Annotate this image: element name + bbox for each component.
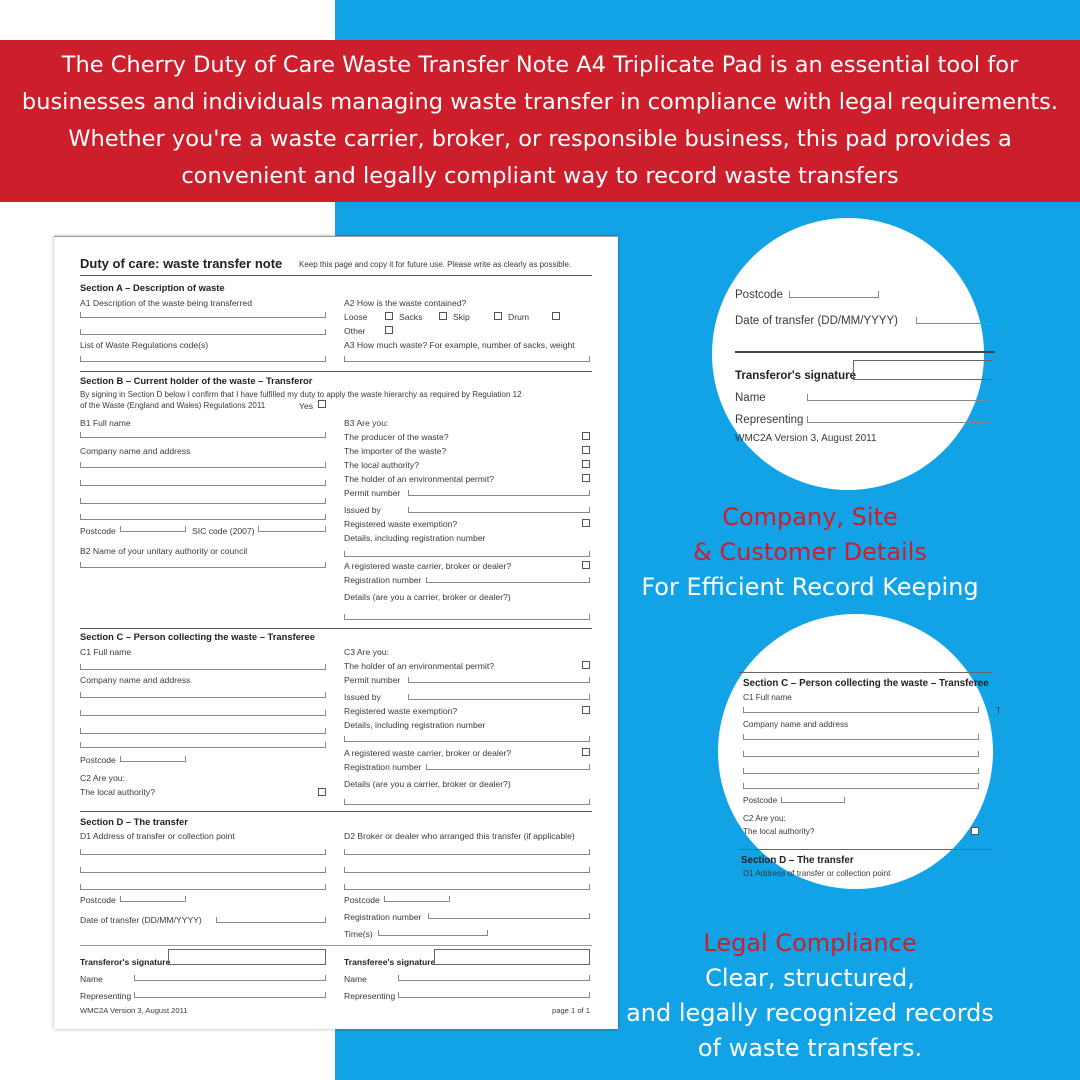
divider — [80, 275, 592, 276]
zoom-company-field-2 — [743, 751, 979, 757]
divider — [80, 628, 592, 629]
zoom-version: WMC2A Version 3, August 2011 — [735, 433, 877, 444]
a1-field[interactable] — [80, 312, 326, 318]
producer-checkbox[interactable] — [582, 432, 590, 440]
d-reg-number-label: Registration number — [344, 912, 422, 922]
c-details-carrier-label: Details (are you a carrier, broker or dealer?) — [344, 779, 511, 789]
zoom-representing-field — [807, 416, 987, 423]
d1-field-2[interactable] — [80, 867, 326, 873]
codes-field[interactable] — [80, 356, 326, 362]
producer-label: The producer of the waste? — [344, 432, 449, 442]
env-permit-label: The holder of an environmental permit? — [344, 474, 494, 484]
c-env-permit-checkbox[interactable] — [582, 661, 590, 669]
caption-2-line-4: of waste transfers. — [697, 1034, 923, 1062]
b3-label: B3 Are you: — [344, 418, 389, 428]
declaration-line-2: of the Waste (England and Wales) Regulations 2011 — [80, 401, 266, 410]
postcode-field[interactable] — [120, 526, 186, 532]
skip-checkbox[interactable] — [439, 312, 447, 320]
a1-label: A1 Description of the waste being transferred — [80, 298, 252, 308]
transferor-name-field[interactable] — [134, 975, 326, 981]
zoom-company-label: Company name and address — [743, 720, 849, 729]
reg-number-label: Registration number — [344, 575, 422, 585]
d-reg-number-field[interactable] — [428, 913, 590, 919]
carrier-checkbox[interactable] — [582, 561, 590, 569]
divider — [80, 811, 592, 812]
c-local-authority-label: The local authority? — [80, 787, 155, 797]
c-permit-number-label: Permit number — [344, 675, 401, 685]
date-field[interactable] — [216, 917, 326, 923]
a1-field-2[interactable] — [80, 329, 326, 335]
d-postcode-label: Postcode — [80, 895, 116, 905]
c-company-field[interactable] — [80, 692, 326, 698]
drum-label: Drum — [508, 312, 530, 322]
c-local-authority-checkbox[interactable] — [318, 788, 326, 796]
d2-field-2[interactable] — [344, 867, 590, 873]
page-number: page 1 of 1 — [552, 1006, 591, 1015]
b1-field[interactable] — [80, 432, 326, 438]
transferor-representing-field[interactable] — [134, 992, 326, 998]
time-field[interactable] — [378, 930, 488, 936]
d2-field-3[interactable] — [344, 884, 590, 890]
other-label: Other — [344, 326, 366, 336]
local-authority-label: The local authority? — [344, 460, 419, 470]
permit-number-label: Permit number — [344, 488, 401, 498]
issued-by-field[interactable] — [408, 507, 590, 513]
loose-checkbox[interactable] — [552, 312, 560, 320]
form-subtitle: Keep this page and copy it for future use. Please write as clearly as possible. — [299, 260, 572, 269]
waste-transfer-form — [54, 236, 618, 1029]
d1-label: D1 Address of transfer or collection point — [80, 831, 235, 841]
list-codes-label: List of Waste Regulations code(s) — [80, 340, 209, 350]
reg-number-field[interactable] — [426, 577, 590, 583]
company-field-3[interactable] — [80, 498, 326, 504]
transferee-signature-label: Transferee's signature — [344, 957, 436, 967]
form-title: Duty of care: waste transfer note — [80, 256, 283, 271]
zoom-name-field — [807, 394, 987, 401]
a2-label: A2 How is the waste contained? — [344, 298, 467, 308]
zoom-postcode-field — [789, 291, 879, 298]
c-permit-number-field[interactable] — [408, 677, 590, 683]
zoom-divider-2 — [738, 849, 993, 850]
zoom-postcode-label: Postcode — [735, 289, 783, 301]
zoom-c1-field — [743, 707, 979, 713]
banner-text: The Cherry Duty of Care Waste Transfer Note A4 Triplicate Pad is an essential tool for businesses and individuals managing waste transfer in compliance with legal requirements. Whether you're a waste carrier, broker, or responsible business, this pad provides a convenient and legally compliant way to record waste transfers — [21, 52, 1059, 189]
section-a-heading: Section A – Description of waste — [80, 282, 225, 293]
zoom-divider — [735, 351, 995, 353]
carrier-label: A registered waste carrier, broker or dealer? — [344, 561, 512, 571]
b1-label: B1 Full name — [80, 418, 131, 428]
zoom-circle-section-c — [718, 614, 1001, 889]
zoom-company-field-3 — [743, 768, 979, 774]
c-company-field-2[interactable] — [80, 710, 326, 716]
transferor-representing-label: Representing — [80, 991, 132, 1001]
c-postcode-label: Postcode — [80, 755, 116, 765]
c-company-label: Company name and address — [80, 675, 191, 685]
caption-2-line-2: Clear, structured, — [705, 964, 915, 992]
company-label: Company name and address — [80, 446, 191, 456]
zoom-company-field — [743, 734, 979, 740]
details-carrier-field[interactable] — [344, 614, 590, 620]
zoom-representing-label: Representing — [735, 414, 804, 426]
caption-company-details — [610, 500, 1010, 605]
zoom-local-authority-checkbox — [971, 827, 979, 835]
a3-field[interactable] — [344, 356, 590, 362]
b2-field[interactable] — [80, 562, 326, 568]
transferee-name-field[interactable] — [398, 975, 590, 981]
details-reg-field[interactable] — [344, 551, 590, 557]
details-reg-label: Details, including registration number — [344, 533, 486, 543]
d2-field[interactable] — [344, 849, 590, 855]
zoom-company-field-4 — [743, 783, 979, 789]
c-reg-number-label: Registration number — [344, 762, 422, 772]
importer-checkbox[interactable] — [582, 446, 590, 454]
c-company-field-3[interactable] — [80, 728, 326, 734]
caption-legal-compliance — [610, 926, 1010, 1066]
c-company-field-4[interactable] — [80, 742, 326, 748]
c-details-reg-field[interactable] — [344, 736, 590, 742]
d2-label: D2 Broker or dealer who arranged this transfer (if applicable) — [344, 831, 575, 841]
zoom-cutoff-text: T — [996, 706, 1001, 715]
declaration-line-1: By signing in Section D below I confirm that I have fulfilled my duty to apply the waste hierarchy as required by Regulation 12 — [80, 390, 522, 399]
b2-label: B2 Name of your unitary authority or council — [80, 546, 248, 556]
transferee-representing-label: Representing — [344, 991, 396, 1001]
time-label: Time(s) — [344, 929, 373, 939]
zoom-date-field — [916, 317, 996, 324]
loose-label: Loose — [344, 312, 368, 322]
transferee-signature-box[interactable] — [434, 949, 590, 965]
a3-label: A3 How much waste? For example, number of sacks, weight — [344, 340, 575, 350]
description-banner — [0, 40, 1080, 202]
env-permit-checkbox[interactable] — [582, 474, 590, 482]
zoom-name-label: Name — [735, 392, 766, 404]
section-b-heading: Section B – Current holder of the waste – Transferor — [80, 375, 313, 386]
c3-label: C3 Are you: — [344, 647, 389, 657]
c-carrier-label: A registered waste carrier, broker or dealer? — [344, 748, 512, 758]
reg-exemption-checkbox[interactable] — [582, 519, 590, 527]
sic-field[interactable] — [258, 526, 326, 532]
d2-postcode-field[interactable] — [384, 896, 450, 902]
c-env-permit-label: The holder of an environmental permit? — [344, 661, 494, 671]
c2-label: C2 Are you: — [80, 773, 125, 783]
transferee-name-label: Name — [344, 974, 367, 984]
company-field-4[interactable] — [80, 514, 326, 520]
company-field-2[interactable] — [80, 480, 326, 486]
sic-label: SIC code (2007) — [192, 526, 255, 536]
divider — [80, 945, 592, 946]
caption-2-line-3: and legally recognized records — [626, 999, 994, 1027]
date-label: Date of transfer (DD/MM/YYYY) — [80, 915, 202, 925]
zoom-section-c-heading: Section C – Person collecting the waste – Transferee — [743, 678, 989, 689]
c1-label: C1 Full name — [80, 647, 132, 657]
zoom-signature-label: Transferor's signature — [735, 370, 856, 382]
zoom-divider — [738, 672, 993, 673]
d1-field[interactable] — [80, 849, 326, 855]
c-details-reg-label: Details, including registration number — [344, 720, 486, 730]
divider — [80, 371, 592, 372]
d2-postcode-label: Postcode — [344, 895, 380, 905]
caption-1-line-3: For Efficient Record Keeping — [641, 573, 979, 601]
sacks-checkbox[interactable] — [385, 312, 393, 320]
company-field[interactable] — [80, 462, 326, 468]
section-c-heading: Section C – Person collecting the waste – Transferee — [80, 631, 315, 642]
caption-1-line-2: & Customer Details — [693, 538, 927, 566]
details-carrier-label: Details (are you a carrier, broker or dealer?) — [344, 592, 511, 602]
c-postcode-field[interactable] — [120, 756, 186, 762]
skip-label: Skip — [453, 312, 470, 322]
drum-checkbox[interactable] — [494, 312, 502, 320]
zoom-c2-label: C2 Are you: — [743, 814, 786, 823]
section-d-heading: Section D – The transfer — [80, 816, 188, 827]
other-checkbox[interactable] — [385, 326, 393, 334]
zoom-c1-label: C1 Full name — [743, 693, 792, 702]
reg-exemption-label: Registered waste exemption? — [344, 519, 458, 529]
zoom-circle-signature — [712, 218, 984, 490]
postcode-label: Postcode — [80, 526, 116, 536]
local-authority-checkbox[interactable] — [582, 460, 590, 468]
c1-field[interactable] — [80, 664, 326, 670]
zoom-d1-label: D1 Address of transfer or collection point — [743, 869, 891, 878]
form-version: WMC2A Version 3, August 2011 — [80, 1006, 188, 1015]
d-postcode-field[interactable] — [120, 896, 186, 902]
yes-label: Yes — [299, 401, 314, 411]
zoom-date-label: Date of transfer (DD/MM/YYYY) — [735, 315, 898, 327]
c-carrier-checkbox[interactable] — [582, 748, 590, 756]
c-details-carrier-field[interactable] — [344, 799, 590, 805]
yes-checkbox[interactable] — [318, 400, 326, 408]
form-top-rule — [54, 236, 618, 237]
zoom-postcode-label: Postcode — [743, 796, 778, 805]
caption-2-line-1: Legal Compliance — [703, 929, 917, 957]
transferee-representing-field[interactable] — [398, 992, 590, 998]
c-issued-by-label: Issued by — [344, 692, 381, 702]
c-reg-exemption-checkbox[interactable] — [582, 706, 590, 714]
c-issued-by-field[interactable] — [408, 694, 590, 700]
d1-field-3[interactable] — [80, 884, 326, 890]
zoom-section-d-heading: Section D – The transfer — [741, 855, 854, 866]
transferor-signature-label: Transferor's signature — [80, 957, 171, 967]
caption-1-line-1: Company, Site — [722, 503, 898, 531]
zoom-local-authority-label: The local authority? — [743, 827, 815, 836]
transferor-name-label: Name — [80, 974, 103, 984]
c-reg-exemption-label: Registered waste exemption? — [344, 706, 458, 716]
zoom-signature-box — [853, 360, 993, 380]
sacks-label: Sacks — [399, 312, 423, 322]
permit-number-field[interactable] — [408, 490, 590, 496]
issued-by-label: Issued by — [344, 505, 381, 515]
transferor-signature-box[interactable] — [168, 949, 326, 965]
c-reg-number-field[interactable] — [426, 764, 590, 770]
importer-label: The importer of the waste? — [344, 446, 447, 456]
zoom-postcode-field — [781, 797, 845, 803]
